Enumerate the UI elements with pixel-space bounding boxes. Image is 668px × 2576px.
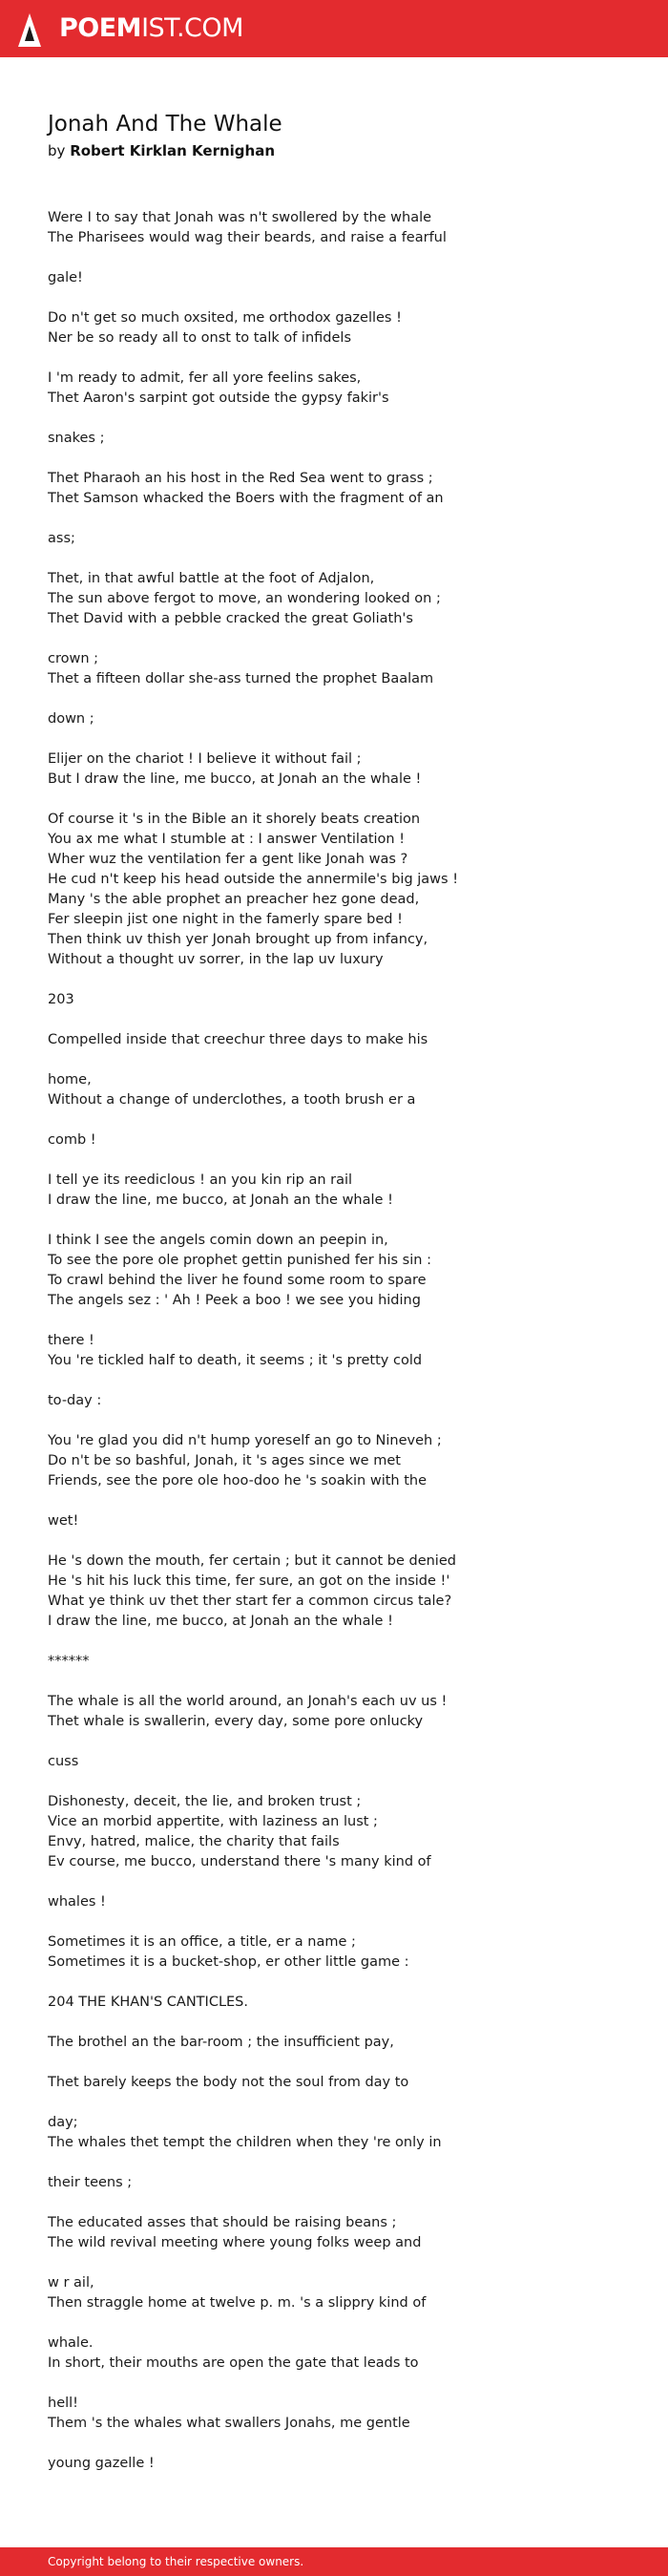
poem-line: Envy, hatred, malice, the charity that fails bbox=[48, 1834, 340, 1849]
poem-line: The wild revival meeting where young folks weep and bbox=[48, 2235, 422, 2250]
poem-line: Thet barely keeps the body not the soul from day to bbox=[48, 2075, 409, 2090]
poem-line: The whale is all the world around, an Jonah's each uv us ! bbox=[48, 1694, 448, 1709]
stanza bbox=[48, 1552, 639, 1632]
stanza bbox=[48, 2213, 639, 2253]
stanza bbox=[48, 990, 639, 1010]
poem-line: Dishonesty, deceit, the lie, and broken trust ; bbox=[48, 1794, 362, 1809]
poem-line: Wher wuz the ventilation fer a gent like Jonah was ? bbox=[48, 852, 408, 867]
poem-line: You 're tickled half to death, it seems ; it 's pretty cold bbox=[48, 1353, 423, 1368]
site-footer bbox=[0, 2547, 668, 2576]
poem-line: In short, their mouths are open the gate that leads to bbox=[48, 2355, 419, 2371]
poem-line: You ax me what I stumble at : I answer Ventilation ! bbox=[48, 832, 406, 847]
poem-line: I tell ye its reediclous ! an you kin rip an rail bbox=[48, 1172, 353, 1188]
poem-line: home, bbox=[48, 1072, 92, 1087]
stanza bbox=[48, 268, 639, 288]
poem-line: Then straggle home at twelve p. m. 's a slippry kind of bbox=[48, 2295, 427, 2311]
stanza bbox=[48, 709, 639, 729]
poem-line: whale. bbox=[48, 2335, 94, 2351]
poem-line: What ye think uv thet ther start fer a common circus tale? bbox=[48, 1594, 452, 1609]
poem-line: there ! bbox=[48, 1333, 94, 1348]
stanza bbox=[48, 2394, 639, 2434]
poem-line: The angels sez : ' Ah ! Peek a boo ! we see you hiding bbox=[48, 1293, 421, 1308]
stanza bbox=[48, 529, 639, 549]
poem-line: hell! bbox=[48, 2396, 78, 2411]
poem-line: ****** bbox=[48, 1654, 90, 1669]
poem-line: crown ; bbox=[48, 651, 99, 666]
stanza bbox=[48, 1692, 639, 1732]
poem-line: The Pharisees would wag their beards, and raise a fearful bbox=[48, 230, 447, 245]
poem-title: Jonah And The Whale bbox=[48, 112, 282, 137]
poem-line: Friends, see the pore ole hoo-doo he 's soakin with the bbox=[48, 1473, 428, 1489]
stanza bbox=[48, 2073, 639, 2093]
poem-line: Thet Aaron's sarpint got outside the gypsy fakir's bbox=[48, 391, 389, 406]
poem-line: He 's down the mouth, fer certain ; but it cannot be denied bbox=[48, 1553, 456, 1569]
poem-line: comb ! bbox=[48, 1132, 96, 1148]
stanza bbox=[48, 1752, 639, 1772]
stanza bbox=[48, 1511, 639, 1531]
stanza bbox=[48, 208, 639, 248]
poem-line: Compelled inside that creechur three days to make his bbox=[48, 1032, 428, 1047]
author-name: Robert Kirklan Kernighan bbox=[70, 142, 276, 159]
site-header bbox=[0, 0, 668, 57]
poem-line: The sun above fergot to move, an wondering looked on ; bbox=[48, 591, 441, 606]
poem-line: Do n't be so bashful, Jonah, it 's ages since we met bbox=[48, 1453, 401, 1468]
poem-line: w r ail, bbox=[48, 2275, 94, 2291]
stanza bbox=[48, 308, 639, 348]
by-prefix: by bbox=[48, 142, 66, 159]
stanza bbox=[48, 1070, 639, 1110]
stanza bbox=[48, 1130, 639, 1151]
poem-line: whales ! bbox=[48, 1894, 106, 1910]
poem-line: gale! bbox=[48, 270, 83, 285]
poem-line: You 're glad you did n't hump yoreself an go to Nineveh ; bbox=[48, 1433, 442, 1448]
poem-line: Elijer on the chariot ! I believe it without fail ; bbox=[48, 751, 362, 767]
poem-line: their teens ; bbox=[48, 2175, 133, 2190]
stanza bbox=[48, 2273, 639, 2313]
stanza bbox=[48, 1171, 639, 1211]
poem-line: cuss bbox=[48, 1754, 79, 1769]
stanza bbox=[48, 810, 639, 970]
brand-bold: POEM bbox=[59, 13, 142, 43]
pen-nib-logo-icon[interactable] bbox=[17, 12, 42, 49]
poem-line: The brothel an the bar-room ; the insufficient pay, bbox=[48, 2035, 394, 2050]
poem-line: Thet a fifteen dollar she-ass turned the prophet Baalam bbox=[48, 671, 434, 686]
stanza bbox=[48, 1431, 639, 1491]
poem-line: I draw the line, me bucco, at Jonah an the whale ! bbox=[48, 1614, 393, 1629]
stanza bbox=[48, 369, 639, 409]
poem-line: Thet, in that awful battle at the foot of Adjalon, bbox=[48, 571, 375, 586]
poem-line: He 's hit his luck this time, fer sure, an got on the inside !' bbox=[48, 1573, 450, 1589]
poem-line: young gazelle ! bbox=[48, 2456, 155, 2471]
poem-line: wet! bbox=[48, 1513, 79, 1529]
stanza bbox=[48, 750, 639, 790]
poem-line: ass; bbox=[48, 531, 75, 546]
poem-line: day; bbox=[48, 2115, 78, 2130]
stanza bbox=[48, 2113, 639, 2153]
poem-line: Many 's the able prophet an preacher hez gone dead, bbox=[48, 892, 420, 907]
poem-line: 204 THE KHAN'S CANTICLES. bbox=[48, 1995, 248, 2010]
poem-line: But I draw the line, me bucco, at Jonah an the whale ! bbox=[48, 771, 422, 787]
poem-line: Were I to say that Jonah was n't swollered by the whale bbox=[48, 210, 432, 225]
poem-line: Then think uv thish yer Jonah brought up from infancy, bbox=[48, 932, 428, 947]
poem-line: Without a change of underclothes, a tooth brush er a bbox=[48, 1092, 416, 1108]
stanza bbox=[48, 2033, 639, 2053]
poem-line: He cud n't keep his head outside the annermile's big jaws ! bbox=[48, 872, 459, 887]
stanza bbox=[48, 569, 639, 629]
poem-line: I 'm ready to admit, fer all yore feelins sakes, bbox=[48, 370, 362, 386]
stanza bbox=[48, 1030, 639, 1050]
poem-line: Thet Samson whacked the Boers with the fragment of an bbox=[48, 491, 444, 506]
stanza bbox=[48, 1932, 639, 1973]
stanza bbox=[48, 1652, 639, 1672]
stanza bbox=[48, 2333, 639, 2374]
stanza bbox=[48, 1993, 639, 2013]
poem-line: To crawl behind the liver he found some room to spare bbox=[48, 1273, 427, 1288]
poem-line: Ner be so ready all to onst to talk of infidels bbox=[48, 330, 351, 346]
site-logo-link[interactable] bbox=[59, 12, 243, 45]
stanza bbox=[48, 1892, 639, 1912]
stanza bbox=[48, 469, 639, 509]
stanza bbox=[48, 1231, 639, 1311]
poem-line: The educated asses that should be raising beans ; bbox=[48, 2215, 397, 2230]
poem-line: 203 bbox=[48, 992, 74, 1007]
poem-line: Without a thought uv sorrer, in the lap uv luxury bbox=[48, 952, 384, 967]
poem-line: Thet David with a pebble cracked the great Goliath's bbox=[48, 611, 413, 626]
poem-line: Fer sleepin jist one night in the famerly spare bed ! bbox=[48, 912, 403, 927]
stanza bbox=[48, 1391, 639, 1411]
poem-line: Thet whale is swallerin, every day, some pore onlucky bbox=[48, 1714, 424, 1729]
poem-line: I draw the line, me bucco, at Jonah an the whale ! bbox=[48, 1193, 393, 1208]
brand-rest: IST.COM bbox=[141, 13, 243, 43]
poem-line: down ; bbox=[48, 711, 94, 727]
stanza bbox=[48, 429, 639, 449]
poem-line: Sometimes it is an office, a title, er a name ; bbox=[48, 1934, 356, 1950]
poem-line: to-day : bbox=[48, 1393, 102, 1408]
poem-line: I think I see the angels comin down an peepin in, bbox=[48, 1233, 388, 1248]
poem-line: snakes ; bbox=[48, 431, 105, 446]
poem-line: To see the pore ole prophet gettin punished fer his sin : bbox=[48, 1253, 431, 1268]
poem-line: The whales thet tempt the children when they 're only in bbox=[48, 2135, 442, 2150]
stanza bbox=[48, 2454, 639, 2474]
poem-line: Sometimes it is a bucket-shop, er other little game : bbox=[48, 1954, 409, 1970]
poem-line: Thet Pharaoh an his host in the Red Sea went to grass ; bbox=[48, 471, 433, 486]
stanza bbox=[48, 2173, 639, 2193]
poem-line: Vice an morbid appertite, with laziness an lust ; bbox=[48, 1814, 378, 1829]
stanza bbox=[48, 649, 639, 689]
poem-line: Do n't get so much oxsited, me orthodox gazelles ! bbox=[48, 310, 402, 326]
byline bbox=[48, 141, 275, 160]
poem-body bbox=[48, 208, 639, 2494]
stanza bbox=[48, 1792, 639, 1872]
copyright-text: Copyright belong to their respective owners. bbox=[48, 2555, 304, 2568]
poem-line: Ev course, me bucco, understand there 's many kind of bbox=[48, 1854, 431, 1869]
poem-line: Of course it 's in the Bible an it shorely beats creation bbox=[48, 812, 421, 827]
stanza bbox=[48, 1331, 639, 1371]
poem-line: Them 's the whales what swallers Jonahs, me gentle bbox=[48, 2416, 410, 2431]
